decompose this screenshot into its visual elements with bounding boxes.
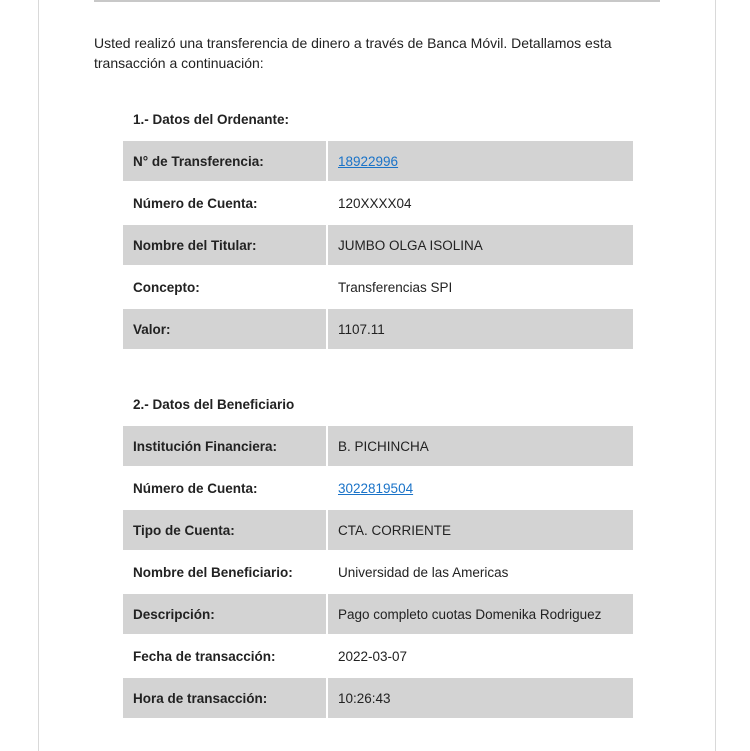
account-number-link[interactable]: 3022819504 [338, 480, 414, 496]
row-label: Hora de transacción: [123, 678, 326, 718]
table-row [123, 309, 633, 349]
table-row [123, 594, 633, 634]
row-label: Fecha de transacción: [133, 648, 276, 664]
row-label: Nombre del Beneficiario: [133, 564, 293, 580]
row-label: Concepto: [133, 279, 200, 295]
ordenante-table [121, 139, 635, 351]
row-label: Tipo de Cuenta: [123, 510, 326, 550]
row-value: JUMBO OLGA ISOLINA [328, 225, 633, 265]
row-value: Universidad de las Americas [338, 564, 509, 580]
row-label: Institución Financiera: [123, 426, 326, 466]
row-label: Descripción: [123, 594, 326, 634]
section-title-beneficiario: 2.- Datos del Beneficiario [133, 397, 295, 412]
transfer-number-link[interactable]: 18922996 [338, 153, 399, 169]
table-row [123, 552, 633, 592]
row-value: 1107.11 [328, 309, 633, 349]
row-value [328, 141, 633, 181]
row-value: 10:26:43 [328, 678, 633, 718]
beneficiario-table [121, 424, 635, 720]
table-row [123, 426, 633, 466]
row-value: B. PICHINCHA [328, 426, 633, 466]
row-label: Valor: [123, 309, 326, 349]
row-value: Transferencias SPI [338, 279, 453, 295]
row-label: N° de Transferencia: [123, 141, 326, 181]
row-label: Nombre del Titular: [123, 225, 326, 265]
table-row [123, 636, 633, 676]
row-label: Número de Cuenta: [133, 195, 258, 211]
row-value: CTA. CORRIENTE [328, 510, 633, 550]
intro-text: Usted realizó una transferencia de dinero a través de Banca Móvil. Detallamos esta transacción a continuación: [94, 35, 612, 71]
table-row [123, 510, 633, 550]
row-value: 2022-03-07 [338, 648, 408, 664]
table-row [123, 183, 633, 223]
row-value [328, 468, 633, 508]
table-row [123, 468, 633, 508]
header-divider [94, 0, 660, 2]
row-label: Número de Cuenta: [133, 480, 258, 496]
row-value: 120XXXX04 [338, 195, 412, 211]
row-value: Pago completo cuotas Domenika Rodriguez [328, 594, 633, 634]
table-row [123, 225, 633, 265]
section-title-ordenante: 1.- Datos del Ordenante: [133, 112, 290, 127]
table-row [123, 267, 633, 307]
table-row [123, 678, 633, 718]
table-row [123, 141, 633, 181]
